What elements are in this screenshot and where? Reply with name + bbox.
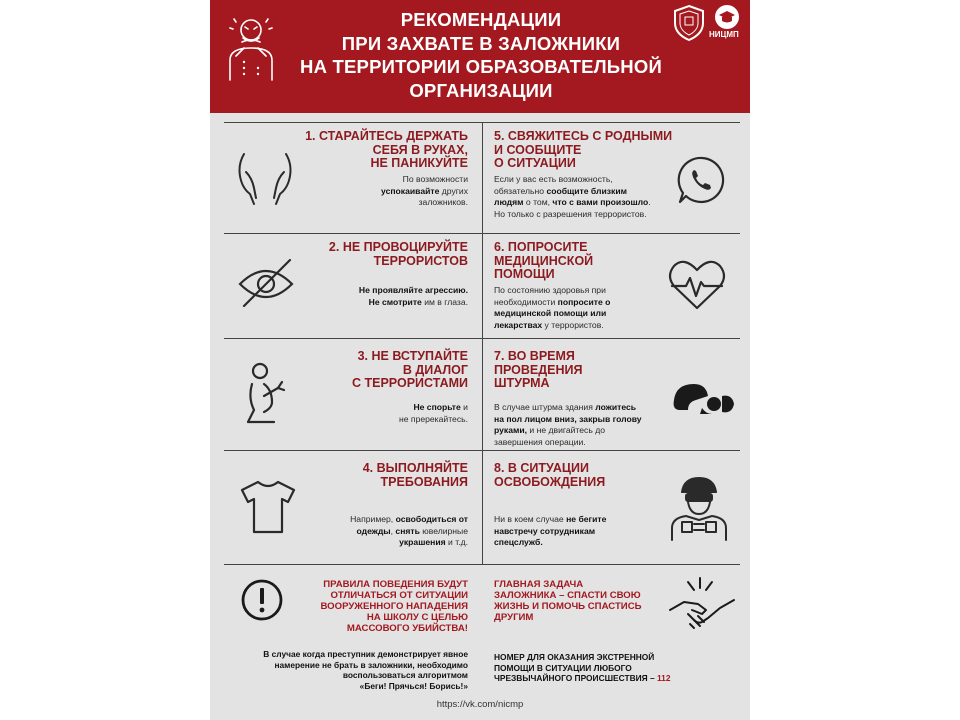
text-span: ЧРЕЗВЫЧАЙНОГО ПРОИСШЕСТВИЯ – (494, 673, 655, 683)
emergency-number: 112 (656, 673, 671, 683)
title-line: ШТУРМА (494, 376, 550, 390)
text-emphasis: сообщите близким (546, 185, 627, 196)
page-title (272, 8, 690, 102)
title-line: ПРОВЕДЕНИЯ (494, 362, 583, 377)
algorithm-text (263, 649, 468, 691)
text-emphasis: лекарствах (494, 319, 543, 330)
text-line (359, 285, 468, 297)
text-emphasis: успокаивайте (381, 185, 440, 196)
text-line: ВООРУЖЕННОГО НАПАДЕНИЯ (320, 601, 468, 612)
text-line (494, 308, 610, 320)
text-emphasis: медицинской помощи или (494, 308, 607, 318)
text-line (399, 402, 468, 414)
title-line: 8. В СИТУАЦИИ (494, 461, 590, 475)
title-line: МЕДИЦИНСКОЙ (494, 253, 594, 268)
title-line: СЕБЯ В РУКАХ, (372, 142, 468, 157)
text-line (494, 514, 606, 526)
text-line: завершения операции. (494, 436, 586, 447)
text-emphasis: не бегите (566, 514, 607, 524)
text-line: не пререкайтесь. (399, 413, 468, 424)
phone-chat-icon (676, 154, 728, 206)
text-emphasis: людям (494, 197, 524, 207)
title-line: В ДИАЛОГ (402, 362, 468, 377)
text-line (350, 514, 468, 526)
open-hands-icon (234, 150, 296, 206)
text-emphasis: попросите о (557, 296, 611, 307)
logo-text: НИЦМП (709, 30, 739, 39)
text-emphasis: освободиться от (395, 514, 468, 524)
text-span: и т.д. (445, 537, 468, 547)
title-line: И СООБЩИТЕ (494, 142, 582, 157)
text-line (494, 673, 671, 684)
title-line: 3. НЕ ВСТУПАЙТЕ (357, 349, 468, 363)
text-line: Если у вас есть возможность, (494, 174, 613, 184)
text-emphasis: украшения (399, 537, 446, 547)
section-7-title (494, 350, 582, 391)
text-line (381, 186, 468, 198)
text-line (494, 402, 642, 414)
text-span: . (648, 197, 651, 207)
divider (224, 564, 740, 565)
section-5-title (494, 130, 672, 171)
header-banner (210, 0, 750, 113)
section-6-title (494, 241, 593, 282)
text-emphasis: что с вами произошло (552, 197, 649, 207)
divider (224, 233, 740, 234)
section-8-text (494, 514, 606, 549)
text-span: В случае штурма здания (494, 402, 596, 412)
text-emphasis: руками, (494, 425, 528, 435)
text-line (494, 425, 642, 437)
text-span: Например, (350, 514, 396, 524)
text-line: ПРАВИЛА ПОВЕДЕНИЯ БУДУТ (323, 579, 468, 590)
section-6-text (494, 285, 610, 331)
text-line: ЗАЛОЖНИКА – СПАСТИ СВОЮ (494, 590, 641, 601)
text-line: ПОМОЩИ В СИТУАЦИИ ЛЮБОГО (494, 662, 632, 673)
title-line: 7. ВО ВРЕМЯ (494, 349, 575, 363)
text-line: ГЛАВНАЯ ЗАДАЧА (494, 579, 584, 590)
divider (224, 450, 740, 451)
text-span: Ни в коем случае (494, 514, 567, 524)
text-emphasis: снять (395, 525, 420, 536)
text-line: заложников. (418, 197, 468, 207)
lying-person-icon (668, 378, 736, 416)
soldier-icon (668, 476, 730, 542)
title-line: ОСВОБОЖДЕНИЯ (494, 474, 606, 489)
helping-hands-icon (668, 576, 736, 634)
text-span: о том, (523, 197, 553, 207)
text-line: ЖИЗНЬ И ПОМОЧЬ СПАСТИСЬ (494, 601, 642, 612)
section-4-text (350, 514, 468, 549)
text-line (350, 537, 468, 549)
emergency-number-text (494, 652, 671, 684)
title-line: РЕКОМЕНДАЦИИ (400, 9, 562, 30)
text-emphasis: Не спорьте (413, 402, 461, 412)
title-line: 5. СВЯЖИТЕСЬ С РОДНЫМИ (494, 129, 673, 143)
title-line: 4. ВЫПОЛНЯЙТЕ (362, 461, 468, 475)
text-line (494, 537, 606, 549)
title-line: О СИТУАЦИИ (494, 156, 576, 170)
section-4-title (363, 462, 468, 489)
text-span: и не двигайтесь до (527, 425, 606, 435)
text-line: ОТЛИЧАТЬСЯ ОТ СИТУАЦИИ (330, 590, 468, 601)
text-emphasis: ложитесь (595, 402, 637, 412)
text-emphasis: на пол лицом вниз, закрыв голову (494, 413, 642, 424)
poster (210, 0, 750, 720)
section-8-title (494, 462, 605, 489)
text-span: у террористов. (542, 319, 604, 330)
section-2-text (359, 285, 468, 308)
kneeling-person-icon (242, 362, 294, 428)
divider (224, 338, 740, 339)
text-line: «Беги! Прячься! Борись!» (359, 680, 468, 691)
section-1-text (381, 174, 468, 209)
section-3-text (399, 402, 468, 425)
text-line (359, 297, 468, 309)
text-line: НА ШКОЛУ С ЦЕЛЬЮ (366, 612, 468, 623)
title-line: С ТЕРРОРИСТАМИ (351, 376, 468, 390)
title-line: НЕ ПАНИКУЙТЕ (370, 156, 468, 170)
warning-text (320, 579, 468, 634)
title-line: ПОМОЩИ (494, 267, 555, 281)
text-line (494, 186, 651, 198)
heart-pulse-icon (666, 258, 728, 312)
section-2-title (329, 241, 468, 268)
text-line (494, 297, 610, 309)
section-5-text (494, 174, 651, 220)
title-line: 1. СТАРАЙТЕСЬ ДЕРЖАТЬ (305, 129, 468, 143)
title-line: ТЕРРОРИСТОВ (373, 253, 468, 268)
text-line: МАССОВОГО УБИЙСТВА! (346, 623, 468, 634)
title-line: 6. ПОПРОСИТЕ (494, 240, 588, 254)
text-span: обязательно (494, 185, 547, 196)
text-line (350, 526, 468, 538)
section-1-title (305, 130, 468, 171)
text-line: В случае когда преступник демонстрирует явное (263, 649, 468, 659)
section-3-title (352, 350, 468, 391)
text-span: ювелирные (419, 525, 468, 536)
text-line: По возможности (402, 174, 468, 184)
text-line: намерение не брать в заложники, необходимо (274, 659, 468, 670)
text-span: и (460, 402, 468, 412)
text-line (494, 320, 610, 332)
text-emphasis: Не проявляйте агрессию. (358, 285, 468, 295)
graduation-cap-icon (714, 4, 740, 30)
text-line: По состоянию здоровья при (494, 285, 606, 295)
text-line (494, 414, 642, 426)
title-line: 2. НЕ ПРОВОЦИРУЙТЕ (328, 240, 468, 254)
main-task-text (494, 579, 642, 623)
eye-crossed-icon (236, 256, 296, 308)
text-line: Но только с разрешения террористов. (494, 208, 647, 219)
title-line: ПРИ ЗАХВАТЕ В ЗАЛОЖНИКИ (341, 32, 621, 54)
exclamation-circle-icon (240, 578, 284, 622)
text-line: воспользоваться алгоритмом (342, 670, 468, 680)
text-emphasis: Не смотрите (368, 296, 422, 307)
section-7-text (494, 402, 642, 448)
text-span: , (390, 525, 396, 536)
text-span: других (439, 185, 468, 196)
divider (482, 122, 483, 564)
vk-link[interactable]: https://vk.com/nicmp (436, 699, 524, 710)
text-span: необходимости (494, 296, 558, 307)
text-line: ДРУГИМ (494, 612, 534, 623)
title-line: ОРГАНИЗАЦИИ (409, 79, 553, 101)
text-line (494, 197, 651, 209)
text-emphasis: спецслужб. (494, 537, 543, 547)
title-line: ТРЕБОВАНИЯ (380, 474, 468, 489)
text-line: НОМЕР ДЛЯ ОКАЗАНИЯ ЭКСТРЕННОЙ (494, 652, 655, 662)
text-emphasis: навстречу сотрудникам (494, 525, 596, 536)
text-emphasis: одежды (356, 525, 391, 536)
shield-emblem-icon (672, 4, 706, 42)
text-span: им в глаза. (421, 296, 468, 307)
tshirt-icon (238, 478, 298, 534)
title-line: НА ТЕРРИТОРИИ ОБРАЗОВАТЕЛЬНОЙ (300, 56, 662, 77)
text-line (494, 526, 606, 538)
